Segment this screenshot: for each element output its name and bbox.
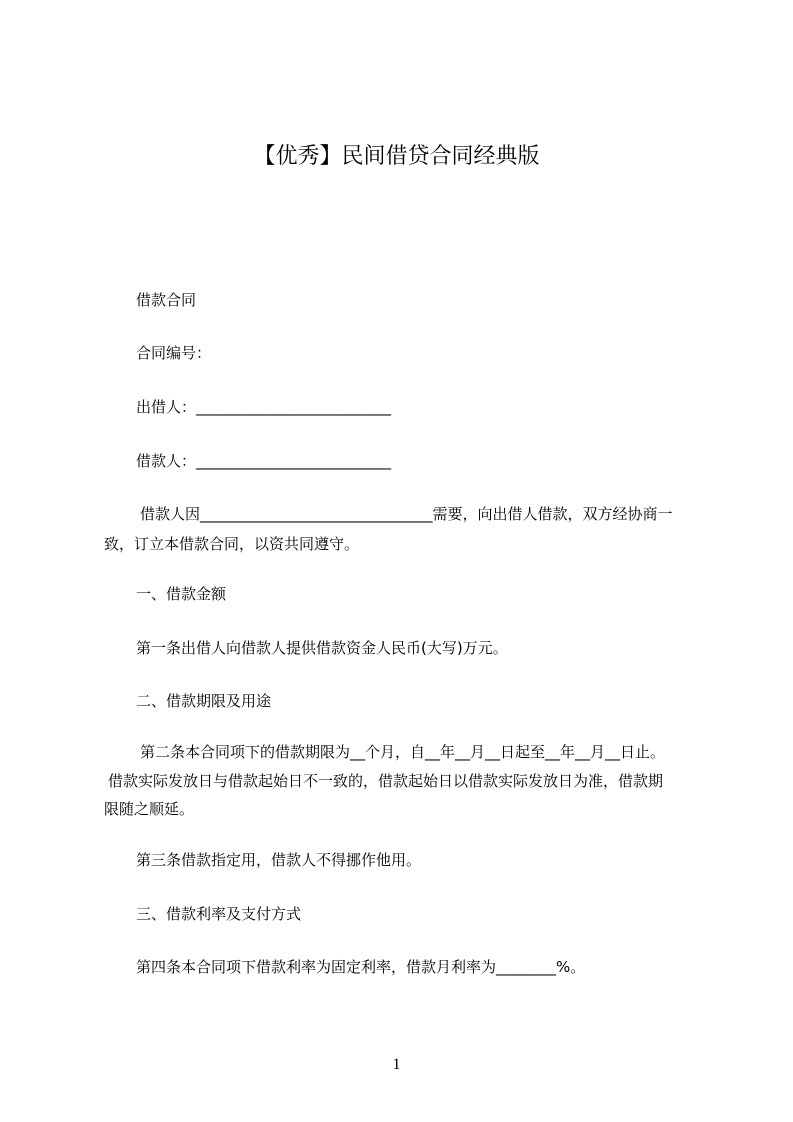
lender-line: 出借人：__________________________ (136, 398, 392, 416)
article-2-line-3: 限随之顺延。 (104, 800, 195, 818)
section-heading-interest-and-payment: 三、借款利率及支付方式 (136, 905, 302, 923)
borrower-line: 借款人：__________________________ (136, 452, 392, 470)
page-number: 1 (392, 1056, 401, 1073)
contract-heading: 借款合同 (136, 291, 197, 309)
section-heading-loan-amount: 一、借款金额 (136, 585, 227, 603)
article-3: 第三条借款指定用，借款人不得挪作他用。 (136, 851, 422, 869)
article-2-line-2: 借款实际发放日与借款起始日不一致的，借款起始日以借款实际发放日为准，借款期 (108, 772, 664, 790)
contract-number-label: 合同编号： (136, 344, 212, 362)
section-heading-term-and-use: 二、借款期限及用途 (136, 692, 272, 710)
article-2-line-1: 第二条本合同项下的借款期限为__个月，自__年__月__日起至__年__月__日止。 (140, 743, 666, 761)
article-4: 第四条本合同项下借款利率为固定利率，借款月利率为________%。 (136, 958, 586, 976)
document-title: 【优秀】民间借贷合同经典版 (253, 144, 540, 169)
purpose-paragraph-line-2: 致，订立本借款合同，以资共同遵守。 (104, 535, 360, 553)
article-1: 第一条出借人向借款人提供借款资金人民币(大写)万元。 (136, 639, 508, 657)
purpose-paragraph-line-1: 借款人因_______________________________需要，向出借人借款，双方经协商一 (140, 505, 673, 523)
